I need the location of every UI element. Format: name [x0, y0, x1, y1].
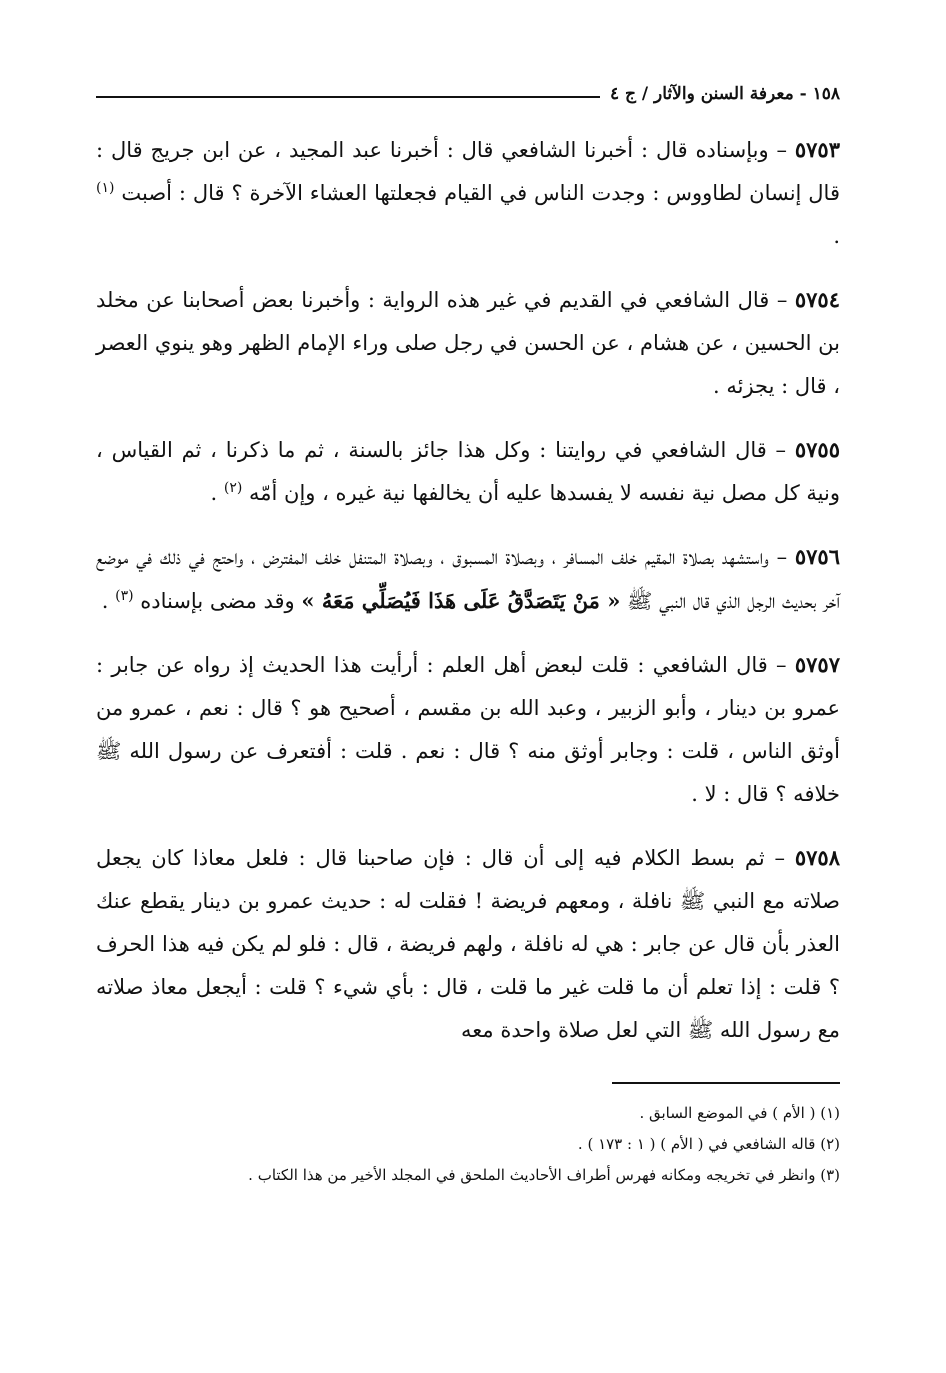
paragraph-number: ٥٧٥٣ [794, 137, 840, 162]
paragraph-text: قال الشافعي في القديم في غير هذه الرواية : وأخبرنا بعض أصحابنا عن مخلد بن الحسين ، عن هشام ، عن الحسن في رجل صلى وراء الإمام الظهر وهو ينوي العصر ، قال : يجزئه . [96, 288, 840, 398]
footnote-rule [612, 1082, 840, 1084]
paragraph-tail: . [833, 224, 840, 248]
paragraph-text: واستشهد بصلاة المقيم خلف المسافر ، وبصلاة المسبوق ، وبصلاة المتنفل خلف المفترض ، واحتج في ذلك في موضع آخر بحديث الرجل الذي قال النبي ﷺ [96, 545, 840, 613]
main-text [96, 128, 840, 1052]
paragraph-tail: . [101, 589, 109, 613]
paragraph-5758: ٥٧٥٨ – ثم بسط الكلام فيه إلى أن قال : فإن صاحبنا قال : فلعل معاذا كان يجعل صلاته مع النبي ﷺ نافلة ، ومعهم فريضة ! فقلت له : حديث عمرو بن دينار يقطع عنك العذر بأن قال عن جابر : هي له نافلة ، ولهم فريضة ، قال : فلو لم يكن فيه هذا الحرف ؟ قلت : إذا تعلم أن ما قلت غير ما قلت ، قال : بأي شيء ؟ قلت : أيجعل معاذ صلاته مع رسول الله ﷺ التي لعل صلاة واحدة معه [96, 845, 840, 1042]
paragraph-text: ثم بسط الكلام فيه إلى أن قال : فإن صاحبنا قال : فلعل معاذا كان يجعل صلاته مع النبي ﷺ نافلة ، ومعهم فريضة ! فقلت له : حديث عمرو بن دينار يقطع عنك العذر بأن قال عن جابر : هي له نافلة ، ولهم فريضة ، قال : فلو لم يكن فيه هذا الحرف ؟ قلت : إذا تعلم أن ما قلت غير ما قلت ، قال : بأي شيء ؟ قلت : أيجعل معاذ صلاته مع رسول الله ﷺ التي لعل صلاة واحدة معه [96, 846, 840, 1042]
head-separator: - [793, 84, 813, 104]
paragraph-number: ٥٧٥٧ [794, 652, 840, 677]
paragraph-number: ٥٧٥٨ [794, 845, 840, 870]
page-number: ١٥٨ [812, 84, 840, 104]
header-rule [96, 96, 600, 98]
book-page [96, 70, 840, 1191]
footnote-ref: (٢) [223, 480, 243, 496]
footnote-ref: (١) [96, 180, 115, 196]
paragraph-number: ٥٧٥٦ [794, 544, 840, 569]
footnote-2: (٢) قاله الشافعي في ( الأم ) ( ١ : ١٧٣ ) . [577, 1135, 840, 1153]
paragraph-text: وبإسناده قال : أخبرنا الشافعي قال : أخبرنا عبد المجيد ، عن ابن جريج قال : قال إنسان لطاووس : وجدت الناس في القيام فجعلتها العشاء الآخرة ؟ قال : أصبت [96, 138, 840, 205]
footnote-1: (١) ( الأم ) في الموضع السابق . [639, 1104, 840, 1122]
paragraph-text: قال الشافعي في روايتنا : وكل هذا جائز بالسنة ، ثم ما ذكرنا ، ثم القياس ، ونية كل مصل نية نفسه لا يفسدها عليه أن يخالفها نية غيره ، وإن أمّه [96, 438, 840, 505]
paragraph-text: قال الشافعي : قلت لبعض أهل العلم : أرأيت هذا الحديث إذ رواه عن جابر : عمرو بن دينار ، وأبو الزبير ، وعبد الله بن مقسم ، أصحيح هو ؟ قال : نعم ، عمرو من أوثق الناس ، قلت : وجابر أوثق منه ؟ قال : نعم . قلت : أفتعرف عن رسول الله ﷺ خلافه ؟ قال : لا . [96, 653, 840, 806]
paragraph-5755: ٥٧٥٥ – قال الشافعي في روايتنا : وكل هذا جائز بالسنة ، ثم ما ذكرنا ، ثم القياس ، ونية كل مصل نية نفسه لا يفسدها عليه أن يخالفها نية غيره ، وإن أمّه $^{(٢)}$ . [96, 437, 840, 505]
paragraph-5754: ٥٧٥٤ – قال الشافعي في القديم في غير هذه الرواية : وأخبرنا بعض أصحابنا عن مخلد بن الحسين ، عن هشام ، عن الحسن في رجل صلى وراء الإمام الظهر وهو ينوي العصر ، قال : يجزئه . [96, 287, 840, 398]
paragraph-tail: . [210, 481, 218, 505]
paragraph-5753: ٥٧٥٣ – وبإسناده قال : أخبرنا الشافعي قال : أخبرنا عبد المجيد ، عن ابن جريج قال : قال إنسان لطاووس : وجدت الناس في القيام فجعلتها العشاء الآخرة ؟ قال : أصبت $^{(١)}$ . [96, 137, 840, 248]
paragraph-5757: ٥٧٥٧ – قال الشافعي : قلت لبعض أهل العلم : أرأيت هذا الحديث إذ رواه عن جابر : عمرو بن دينار ، وأبو الزبير ، وعبد الله بن مقسم ، أصحيح هو ؟ قال : نعم ، عمرو من أوثق الناس ، قلت : وجابر أوثق منه ؟ قال : نعم . قلت : أفتعرف عن رسول الله ﷺ خلافه ؟ قال : لا . [96, 652, 840, 806]
hadith-quote: « مَنْ يَتَصَدَّقُ عَلَى هَذَا فَيُصَلِّي مَعَهُ » [301, 588, 621, 613]
footnote-ref: (٣) [115, 588, 134, 604]
footnote-3: (٣) وانظر في تخريجه ومكانه فهرس أطراف الأحاديث الملحق في المجلد الأخير من هذا الكتاب . [248, 1166, 840, 1184]
paragraph-number: ٥٧٥٥ [794, 437, 840, 462]
running-head [96, 70, 840, 104]
footnotes [96, 1098, 840, 1191]
paragraph-text-after-quote: وقد مضى بإسناده [140, 589, 295, 613]
book-title: معرفة السنن والآثار / ج ٤ [609, 84, 794, 104]
paragraph-number: ٥٧٥٤ [794, 287, 840, 312]
paragraph-5756: ٥٧٥٦ – واستشهد بصلاة المقيم خلف المسافر ، وبصلاة المسبوق ، وبصلاة المتنفل خلف المفترض ، واحتج في ذلك في موضع آخر بحديث الرجل الذي قال النبي ﷺ « مَنْ يَتَصَدَّقُ عَلَى هَذَا فَيُصَلِّي مَعَهُ » وقد مضى بإسناده $^{(٣)}$ . [96, 544, 840, 613]
